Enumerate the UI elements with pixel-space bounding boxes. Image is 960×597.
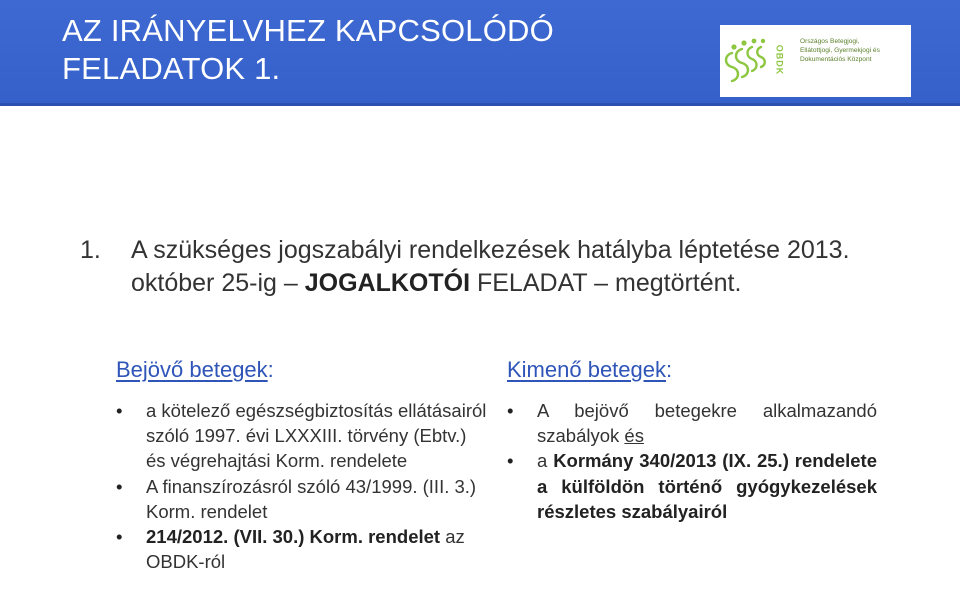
point-bold-text: JOGALKOTÓI [304, 269, 471, 297]
incoming-patients-list [116, 398, 491, 574]
point-number: 1. [80, 236, 101, 264]
outgoing-patients-column [507, 356, 877, 524]
obdk-logo-mark: OBDK [774, 44, 785, 76]
list-item: • A bejövő betegekre alkalmazandó szabályok és [507, 398, 877, 448]
obdk-logo-text [800, 37, 910, 64]
title-bar [0, 0, 960, 106]
list-item: • a kötelező egészségbiztosítás ellátásairól szóló 1997. évi LXXXIII. törvény (Ebtv.) és végrehajtási Korm. rendelete [116, 398, 491, 474]
list-item: • A finanszírozásról szóló 43/1999. (III. 3.) Korm. rendelet [116, 474, 491, 524]
slide-title-line-2: FELADATOK 1. [62, 51, 281, 86]
outgoing-patients-list [507, 398, 877, 524]
logo-text-line: Ellátottjogi, Gyermekjogi és [800, 47, 880, 54]
logo-text-line: Dokumentációs Központ [800, 56, 872, 63]
incoming-patients-column [116, 356, 491, 574]
obdk-logo [720, 25, 911, 97]
incoming-patients-heading: Bejövő betegek: [116, 357, 274, 382]
obdk-logo-figures-icon [720, 25, 780, 97]
list-item: • a Kormány 340/2013 (IX. 25.) rendelete a külföldön történő gyógykezelések részletes szabályairól [507, 448, 877, 524]
point-text: A szükséges jogszabályi rendelkezések hatályba léptetése 2013. október 25-ig – JOGALKOTÓI FELADAT – megtörtént. [131, 236, 850, 297]
list-item: • 214/2012. (VII. 30.) Korm. rendelet az OBDK-ról [116, 524, 491, 574]
slide-title [62, 12, 554, 88]
logo-text-line: Országos Betegjogi, [800, 38, 860, 45]
outgoing-patients-heading: Kimenő betegek: [507, 357, 673, 382]
slide-title-line-1: AZ IRÁNYELVHEZ KAPCSOLÓDÓ [62, 13, 554, 48]
